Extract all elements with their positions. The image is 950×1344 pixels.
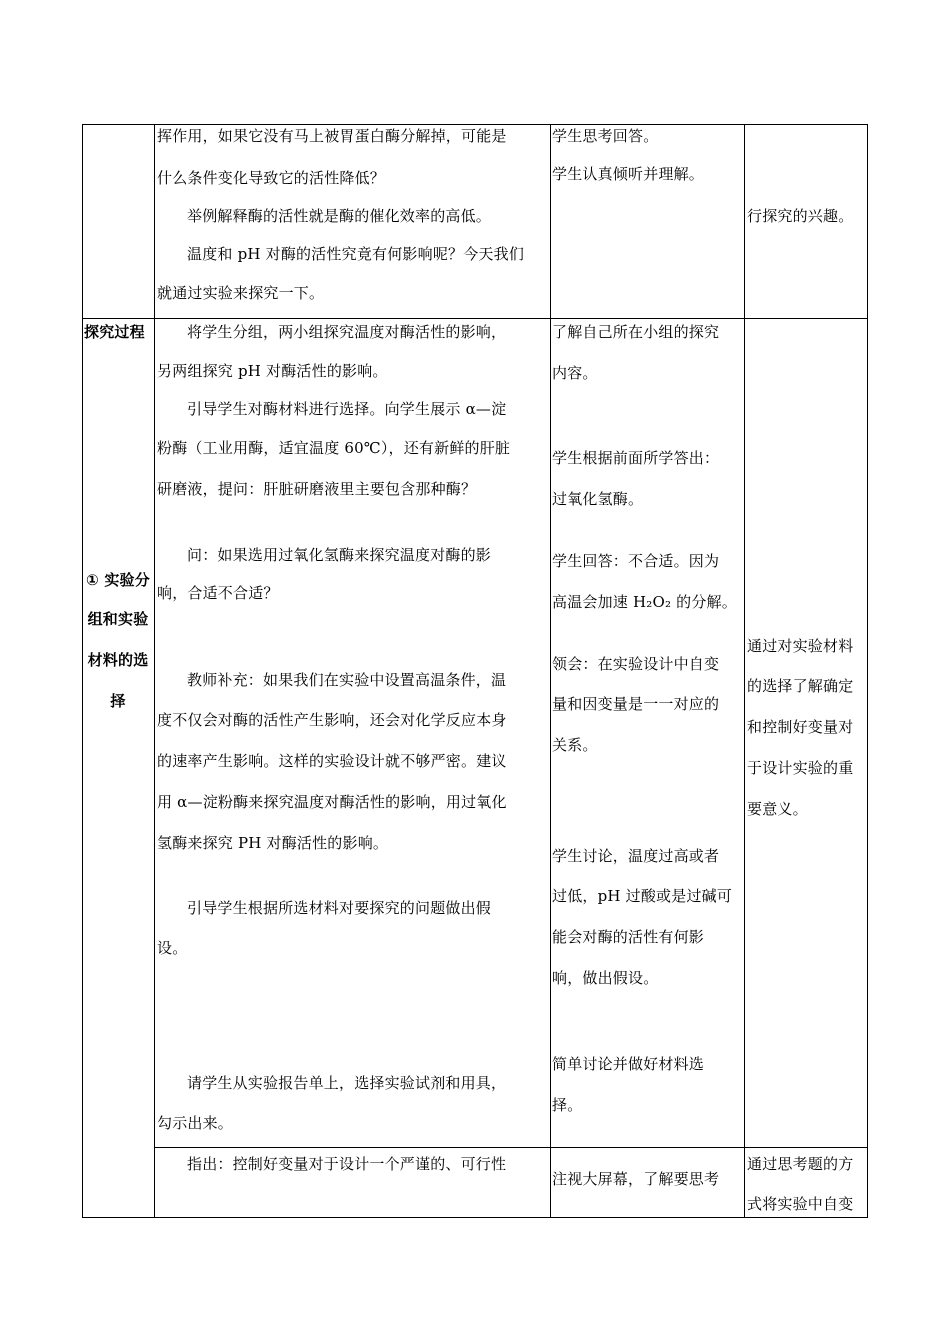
student-text-line: 学生讨论，温度过高或者 [552,847,720,865]
stage-subtitle-line: 材料的选 [87,651,149,669]
intent-text-line: 行探究的兴趣。 [747,207,854,225]
student-text-line: 学生认真倾听并理解。 [552,165,705,183]
student-text-line: 领会：在实验设计中自变 [552,655,720,673]
student-text-line: 过氧化氢酶。 [552,490,644,508]
row-divider [83,318,867,319]
intent-text-line: 通过对实验材料 [747,637,854,655]
student-text-line: 择。 [552,1096,583,1114]
intent-text-line: 于设计实验的重 [747,759,854,777]
student-text-line: 内容。 [552,364,598,382]
teacher-text-line: 氢酶来探究 PH 对酶活性的影响。 [157,834,389,852]
teacher-text-line: 指出：控制好变量对于设计一个严谨的、可行性 [187,1155,507,1173]
intent-text-line: 和控制好变量对 [747,718,854,736]
teacher-text-line: 引导学生根据所选材料对要探究的问题做出假 [187,899,492,917]
student-text-line: 学生思考回答。 [552,127,659,145]
teacher-text-line: 粉酶（工业用酶，适宜温度 60℃），还有新鲜的肝脏 [157,439,511,457]
teacher-text-line: 用 α—淀粉酶来探究温度对酶活性的影响，用过氧化 [157,793,507,811]
student-text-line: 关系。 [552,736,598,754]
teacher-text-line: 设。 [157,939,188,957]
teacher-text-line: 教师补充：如果我们在实验中设置高温条件，温 [187,671,507,689]
intent-text-line: 式将实验中自变 [747,1195,854,1213]
student-text-line: 了解自己所在小组的探究 [552,323,720,341]
student-text-line: 简单讨论并做好材料选 [552,1055,705,1073]
teacher-text-line: 什么条件变化导致它的活性降低？ [157,169,386,187]
student-text-line: 注视大屏幕，了解要思考 [552,1170,720,1188]
intent-text-line: 的选择了解确定 [747,677,854,695]
teacher-text-line: 就通过实验来探究一下。 [157,284,325,302]
teacher-text-line: 举例解释酶的活性就是酶的催化效率的高低。 [187,207,492,225]
intent-text-line: 要意义。 [747,800,808,818]
column-divider [154,125,155,1217]
student-text-line: 学生根据前面所学答出： [552,449,720,467]
stage-subtitle-line: ① 实验分 [86,571,150,589]
teacher-text-line: 响，合适不合适？ [157,584,279,602]
intent-text-line: 通过思考题的方 [747,1155,854,1173]
column-divider [744,125,745,1217]
student-text-line: 高温会加速 H₂O₂ 的分解。 [552,593,737,611]
stage-title: 探究过程 [84,323,145,341]
student-text-line: 能会对酶的活性有何影 [552,928,705,946]
stage-subtitle-line: 择 [110,692,126,710]
teacher-text-line: 温度和 pH 对酶的活性究竟有何影响呢？今天我们 [187,245,525,263]
row-divider [154,1147,867,1148]
teacher-text-line: 引导学生对酶材料进行选择。向学生展示 α—淀 [187,400,507,418]
teacher-text-line: 研磨液，提问：肝脏研磨液里主要包含那种酶？ [157,480,477,498]
teacher-text-line: 请学生从实验报告单上，选择实验试剂和用具， [187,1074,507,1092]
student-text-line: 量和因变量是一一对应的 [552,695,720,713]
teacher-text-line: 勾示出来。 [157,1114,234,1132]
teacher-text-line: 度不仅会对酶的活性产生影响，还会对化学反应本身 [157,711,507,729]
student-text-line: 响，做出假设。 [552,969,659,987]
teacher-text-line: 挥作用，如果它没有马上被胃蛋白酶分解掉，可能是 [157,127,507,145]
student-text-line: 学生回答：不合适。因为 [552,552,720,570]
student-text-line: 过低，pH 过酸或是过碱可 [552,887,733,905]
teacher-text-line: 另两组探究 pH 对酶活性的影响。 [157,362,388,380]
teacher-text-line: 问：如果选用过氧化氢酶来探究温度对酶的影 [187,546,492,564]
column-divider [550,125,551,1217]
stage-subtitle-line: 组和实验 [87,610,149,628]
teacher-text-line: 的速率产生影响。这样的实验设计就不够严密。建议 [157,752,507,770]
teacher-text-line: 将学生分组，两小组探究温度对酶活性的影响， [187,323,507,341]
